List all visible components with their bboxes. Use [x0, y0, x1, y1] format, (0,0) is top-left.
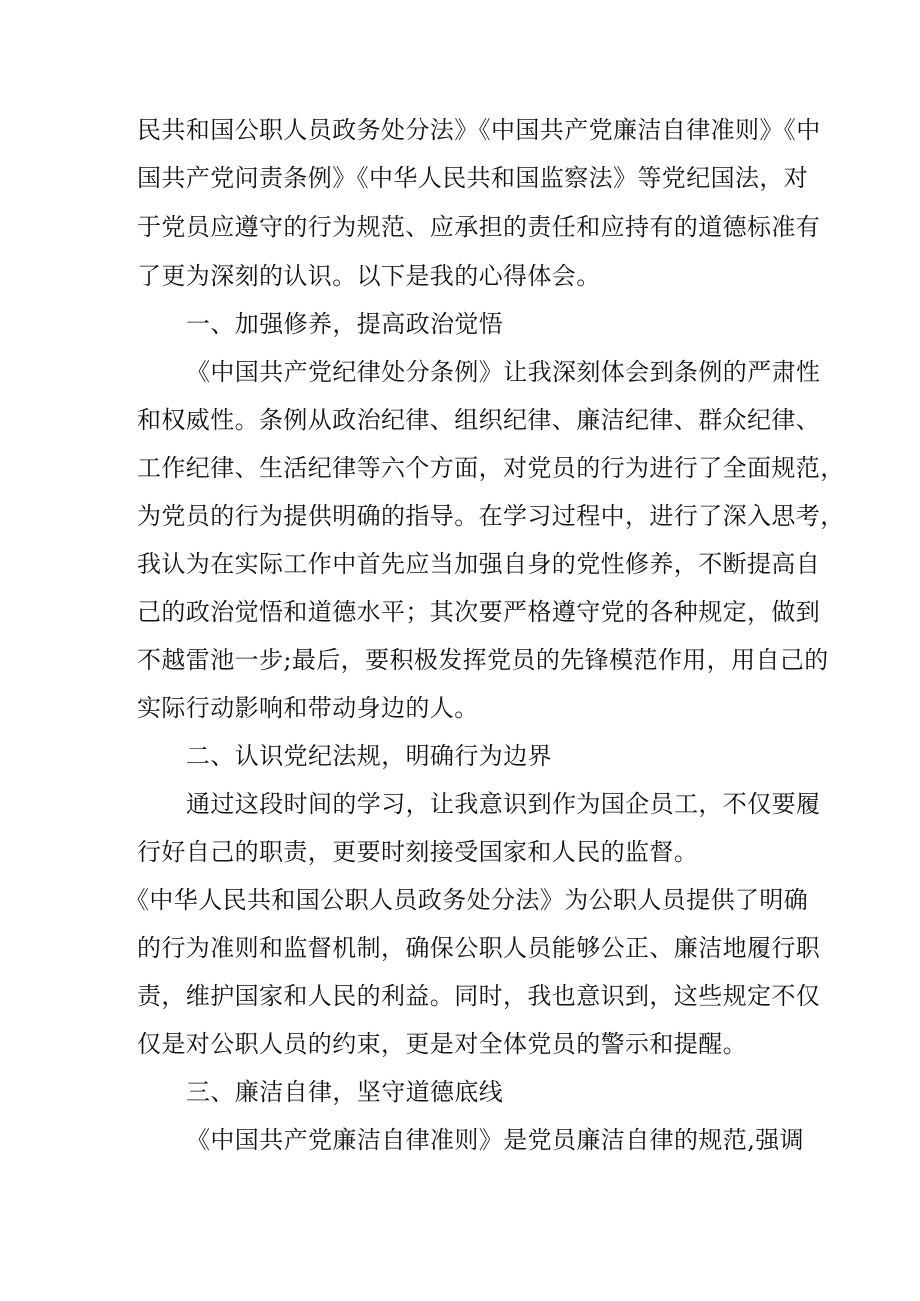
- text-line: 国共产党问责条例》《中华人民共和国监察法》等党纪国法，对: [137, 164, 809, 192]
- section-heading: 一、加强修养，提高政治觉悟: [186, 310, 504, 338]
- text-line: 责，维护国家和人民的利益。同时，我也意识到，这些规定不仅: [137, 982, 821, 1010]
- text-line: 和权威性。条例从政治纪律、组织纪律、廉洁纪律、群众纪律、: [137, 406, 821, 434]
- text-line: 《中国共产党廉洁自律准则》是党员廉洁自律的规范,强调: [186, 1126, 805, 1154]
- text-line: 工作纪律、生活纪律等六个方面，对党员的行为进行了全面规范，: [137, 454, 845, 482]
- text-line: 实际行动影响和带动身边的人。: [137, 694, 479, 722]
- text-line: 《中国共产党纪律处分条例》让我深刻体会到条例的严肃性: [186, 358, 821, 386]
- text-line: 不越雷池一步;最后，要积极发挥党员的先锋模范作用，用自己的: [137, 646, 829, 674]
- text-line: 《中华人民共和国公职人员政务处分法》为公职人员提供了明确: [125, 886, 809, 914]
- text-line: 通过这段时间的学习，让我意识到作为国企员工，不仅要履: [186, 790, 821, 818]
- text-line: 民共和国公职人员政务处分法》《中国共产党廉洁自律准则》《中: [137, 116, 821, 144]
- text-line: 为党员的行为提供明确的指导。在学习过程中，进行了深入思考，: [137, 502, 845, 530]
- section-heading: 三、廉洁自律，坚守道德底线: [186, 1078, 504, 1106]
- text-line: 我认为在实际工作中首先应当加强自身的党性修养，不断提高自: [137, 550, 821, 578]
- text-line: 仅是对公职人员的约束，更是对全体党员的警示和提醒。: [137, 1030, 747, 1058]
- section-heading: 二、认识党纪法规，明确行为边界: [186, 742, 552, 770]
- text-line: 行好自己的职责，更要时刻接受国家和人民的监督。: [137, 838, 699, 866]
- text-line: 己的政治觉悟和道德水平；其次要严格遵守党的各种规定，做到: [137, 598, 821, 626]
- text-line: 的行为准则和监督机制，确保公职人员能够公正、廉洁地履行职: [137, 934, 821, 962]
- text-line: 于党员应遵守的行为规范、应承担的责任和应持有的道德标准有: [137, 213, 821, 241]
- text-line: 了更为深刻的认识。以下是我的心得体会。: [137, 262, 601, 290]
